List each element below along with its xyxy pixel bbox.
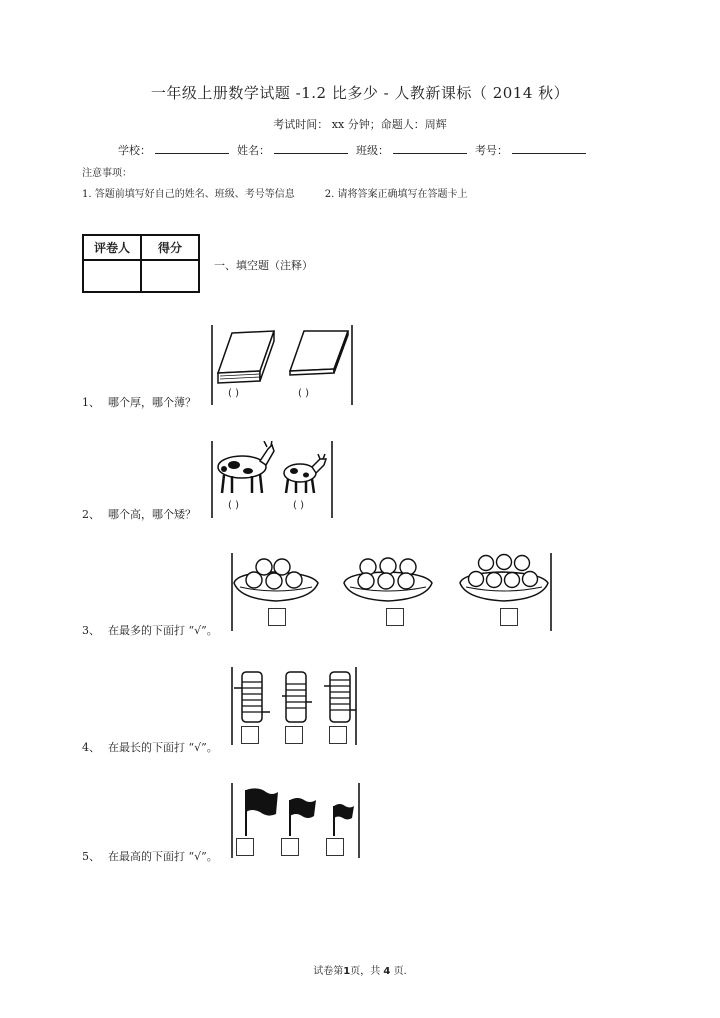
answer-box-flag-3[interactable] [326,838,344,856]
school-label: 学校： [118,144,151,157]
class-label: 班级： [356,144,389,157]
question-4-text: 在最长的下面打 “√”。 [108,741,218,754]
question-2-text: 哪个高，哪个矮？ [108,508,196,521]
question-1 [82,394,196,410]
figure-border-right [550,553,552,631]
question-2 [82,506,196,522]
apple-plates-figure [232,553,550,607]
figure-border-right [358,783,360,858]
stick-1-icon [234,672,270,722]
footer-prefix: 试卷第 [313,966,344,977]
score-header: 得分 [141,235,199,260]
school-blank[interactable] [155,141,229,154]
thick-book-icon [218,331,274,383]
plate-5-apples-icon [234,559,318,601]
tall-goat-icon [218,441,274,493]
page-footer [0,962,720,977]
answer-box-flag-1[interactable] [236,838,254,856]
books-figure [212,325,352,387]
footer-mid: 页，共 [350,966,381,977]
answer-paren-thick[interactable]: ( ) [228,388,239,399]
answer-box-stick-1[interactable] [241,726,259,744]
exam-subtitle: 考试时间： xx 分钟；命题人：周辉 [273,118,447,131]
answer-paren-short[interactable]: ( ) [293,500,304,511]
flags-figure [232,784,358,838]
exam-no-label: 考号： [475,144,508,157]
answer-box-stick-2[interactable] [285,726,303,744]
page-title: 一年级上册数学试题 -1.2 比多少 - 人教新课标（ 2014 秋） [150,84,570,102]
notes-heading: 注意事项： [82,168,132,179]
notes-line [82,185,467,200]
question-2-number: 2、 [82,508,100,521]
name-blank[interactable] [274,141,348,154]
answer-box-flag-2[interactable] [281,838,299,856]
medium-flag-icon [290,798,316,836]
score-table [82,234,200,293]
question-5 [82,848,218,864]
short-goat-icon [284,454,326,493]
plate-7-apples-icon [460,555,548,602]
answer-paren-tall[interactable]: ( ) [228,500,239,511]
footer-page-number: 1 [343,966,351,977]
stick-2-icon [282,672,312,722]
answer-box-stick-3[interactable] [329,726,347,744]
exam-no-blank[interactable] [512,141,586,154]
tall-flag-icon [246,788,278,836]
grader-header: 评卷人 [83,235,141,260]
question-3-number: 3、 [82,624,100,637]
answer-paren-thin[interactable]: ( ) [298,388,309,399]
question-5-text: 在最高的下面打 “√”。 [108,850,218,863]
question-3-text: 在最多的下面打 “√”。 [108,624,218,637]
sticks-figure [232,668,356,724]
thin-book-icon [290,331,348,375]
footer-suffix: 页. [393,966,407,977]
note-item-2: 2. 请将答案正确填写在答题卡上 [324,189,468,200]
question-3 [82,622,218,638]
score-cell[interactable] [141,260,199,292]
section-title: 一、填空题（注释） [214,259,313,272]
answer-box-plate-1[interactable] [268,608,286,626]
answer-box-plate-3[interactable] [500,608,518,626]
answer-box-plate-2[interactable] [386,608,404,626]
grader-cell[interactable] [83,260,141,292]
name-label: 姓名： [237,144,270,157]
plate-6-apples-icon [344,558,432,601]
footer-total-pages: 4 [383,966,391,977]
question-4 [82,739,218,755]
stick-3-icon [324,672,356,722]
question-5-number: 5、 [82,850,100,863]
note-item-1: 1. 答题前填写好自己的姓名、班级、考号等信息 [82,189,295,200]
short-flag-icon [334,804,354,836]
question-4-number: 4、 [82,741,100,754]
class-blank[interactable] [393,141,467,154]
goats-figure [212,441,332,497]
question-1-number: 1、 [82,396,100,409]
question-1-text: 哪个厚，哪个薄？ [108,396,196,409]
student-info-row [118,141,590,158]
